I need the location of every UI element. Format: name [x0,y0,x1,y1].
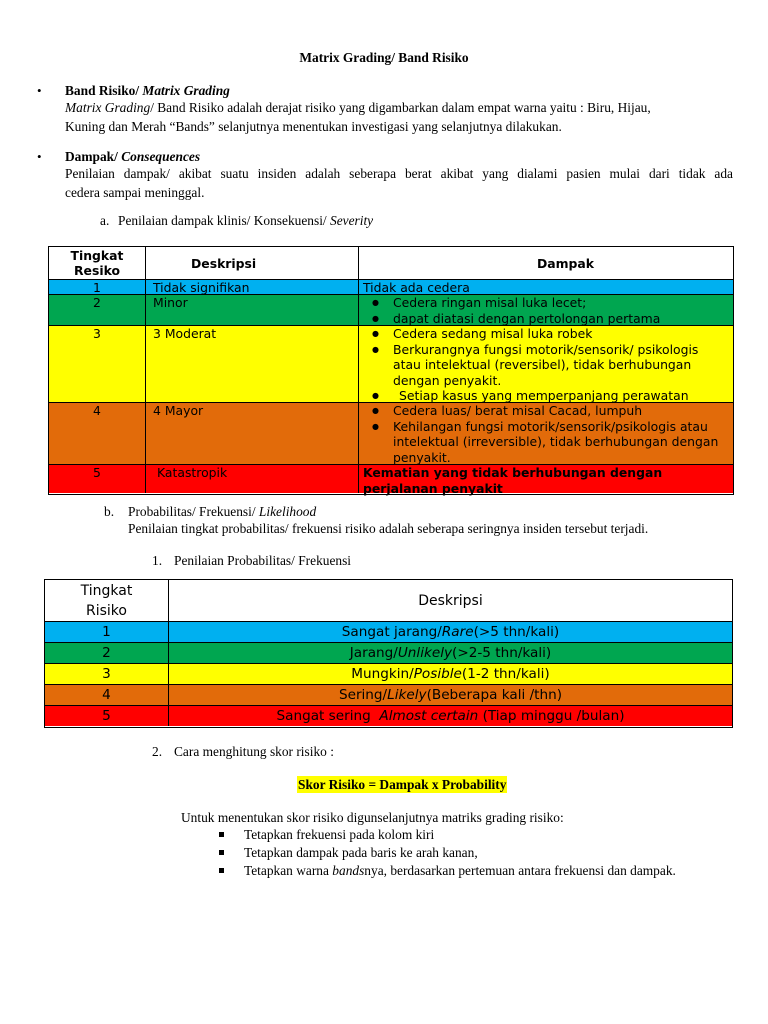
row-description [169,664,732,684]
table-row [45,685,732,706]
row-level: 2 [45,643,169,663]
heading-plain: Band Risiko/ [65,83,143,98]
impact-bullet: ● Berkurangnya fungsi motorik/sensorik/ psikologis atau intelektual (reversibel), tidak berhubungan dengan penyakit. [363,342,723,389]
desc-text: Mungkin/ [351,666,414,682]
impact-bullet: ● Cedera luas/ berat misal Cacad, lumpuh [363,403,733,419]
table-header-row [49,247,733,280]
section-heading-dampak [65,148,200,166]
desc-text: (>2-5 thn/kali) [452,645,552,661]
item1-marker: 1. [152,553,163,568]
row-level: 2 [49,295,146,325]
row-description [169,706,732,726]
desc-italic: Unlikely [397,645,453,661]
bullet-icon: • [37,83,42,98]
desc-text: (1-2 thn/kali) [461,666,550,682]
heading-italic: Matrix Grading [142,83,230,98]
subsection-b-body: Penilaian tingkat probabilitas/ frekuensi risiko adalah seberapa seringnya insiden tersebut terjadi. [128,521,649,536]
row-level: 4 [45,685,169,705]
step-italic: bands [332,863,365,878]
instruction-step [218,862,676,880]
square-bullet-icon [219,850,224,855]
row-level: 3 [45,664,169,684]
instructions-list [218,826,676,880]
step-text: Tetapkan dampak pada baris ke arah kanan, [244,845,478,860]
item1-text: Penilaian Probabilitas/ Frekuensi [174,553,352,568]
heading-italic: Severity [330,213,374,228]
desc-text: Sangat sering [276,708,380,724]
impact-bullet: ● dapat diatasi dengan pertolongan pertama [363,311,733,327]
row-level: 1 [49,280,146,294]
item2-marker: 2. [152,744,163,759]
header-level-line: Tingkat [70,248,124,263]
impact-text: Kematian yang tidak berhubungan dengan perjalanan penyakit [363,465,663,496]
impact-bullet: ● Cedera ringan misal luka lecet; [363,295,733,311]
instruction-step [218,844,676,862]
row-level: 5 [45,706,169,726]
table-row [49,465,733,496]
step-text: Tetapkan warna [244,863,333,878]
row-description: Tidak signifikan [146,280,359,294]
desc-italic: Likely [387,687,427,703]
subsection-b-heading [128,503,316,521]
heading-plain: Penilaian dampak klinis/ Konsekuensi/ [118,213,330,228]
row-description [169,643,732,663]
desc-text: Sering/ [338,687,388,703]
section-heading-band-risiko [65,82,230,100]
row-description [169,622,732,642]
body-line: Kuning dan Merah “Bands” selanjutnya menentukan investigasi yang selanjutnya dilakukan. [65,119,562,134]
table-row [49,295,733,326]
step-text: nya, berdasarkan pertemuan antara frekuensi dan dampak. [364,863,676,878]
bullet-icon: • [37,149,42,164]
header-impact: Dampak [537,256,595,271]
row-description: 4 Mayor [146,403,359,464]
row-impact [359,465,733,496]
row-level: 3 [49,326,146,402]
header-level-line: Risiko [86,602,127,619]
desc-italic: Rare [441,624,474,640]
row-description: Katastropik [146,465,359,493]
desc-text: Sangat jarang/ [341,624,442,640]
row-level: 5 [49,465,146,493]
table-row [49,326,733,403]
instruction-step [218,826,676,844]
section-body-dampak [65,165,733,202]
heading-plain: Probabilitas/ Frekuensi/ [128,504,259,519]
header-level [45,580,169,621]
subsection-a-marker: a. [100,213,110,228]
body-italic: Matrix Grading [65,100,151,115]
table-row [45,622,732,643]
row-description: 3 Moderat [146,326,359,402]
item2-text: Cara menghitung skor risiko : [174,744,334,759]
table-row [45,643,732,664]
section-body-band-risiko [65,99,733,136]
desc-italic: Posible [413,666,462,682]
desc-text: Jarang/ [349,645,398,661]
impact-text: Tidak ada cedera [363,280,470,295]
severity-table [48,246,734,495]
impact-bullet: ● Kehilangan fungsi motorik/sensorik/psikologis atau intelektual (irreversible), tidak berhubungan dengan penyakit. [363,419,753,466]
body-line: cedera sampai meninggal. [65,185,205,200]
row-description: Minor [146,295,359,325]
row-level: 1 [45,622,169,642]
table-row [49,403,733,465]
row-description [169,685,732,705]
header-description: Deskripsi [418,592,483,609]
header-description: Deskripsi [146,247,359,279]
row-impact [359,326,733,402]
square-bullet-icon [219,832,224,837]
row-level: 4 [49,403,146,464]
impact-bullet: ● Cedera sedang misal luka robek [363,326,733,342]
table-row [45,706,732,726]
row-impact [359,295,733,325]
row-impact [359,280,733,294]
heading-italic: Likelihood [258,504,317,519]
subsection-b-marker: b. [104,504,115,519]
header-level-line: Tingkat [80,582,133,599]
row-impact [359,403,733,464]
heading-italic: Consequences [121,149,201,164]
desc-text: (>5 thn/kali) [473,624,560,640]
square-bullet-icon [219,868,224,873]
risk-score-formula: Skor Risiko = Dampak x Probability [298,777,507,792]
table-row [49,280,733,295]
desc-italic: Almost certain [379,708,479,724]
step-text: Tetapkan frekuensi pada kolom kiri [244,827,435,842]
table-header-row [45,580,732,622]
header-level-line: Resiko [74,263,120,278]
instructions-intro: Untuk menentukan skor risiko digunselanjutnya matriks grading risiko: [181,810,564,825]
probability-table [44,579,733,728]
table-row [45,664,732,685]
impact-bullet: ● Setiap kasus yang memperpanjang perawatan [363,388,733,404]
page-title: Matrix Grading/ Band Risiko [299,50,469,65]
desc-text: (Tiap minggu /bulan) [478,708,625,724]
subsection-a-heading [118,212,373,230]
header-level [49,247,146,279]
desc-text: (Beberapa kali /thn) [426,687,563,703]
body-line: / Band Risiko adalah derajat risiko yang digambarkan dalam empat warna yaitu : Biru, Hijau, [150,100,651,115]
heading-plain: Dampak/ [65,149,122,164]
body-line: Penilaian dampak/ akibat suatu insiden adalah seberapa berat akibat yang dialami pasien mulai dari tidak ada [65,166,733,181]
